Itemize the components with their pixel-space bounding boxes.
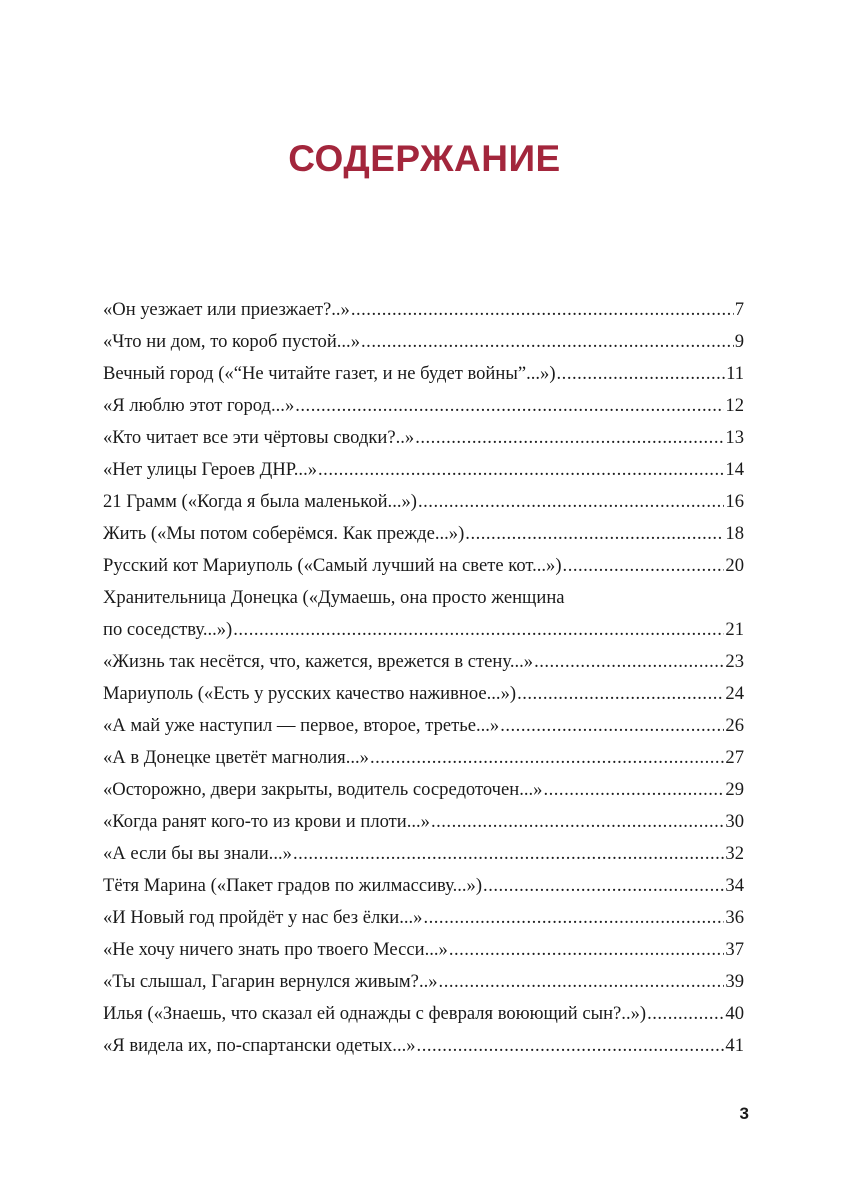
toc-entry-title: Мариуполь («Есть у русских качество наживное...») bbox=[103, 683, 517, 704]
dot-leader bbox=[465, 518, 724, 550]
toc-entry[interactable] bbox=[103, 614, 744, 646]
toc-entry-title: по соседству...») bbox=[103, 619, 233, 640]
dot-leader bbox=[370, 742, 724, 774]
toc-entry-page: 32 bbox=[725, 843, 744, 864]
toc-entry-page: 24 bbox=[725, 683, 744, 704]
toc-entry-page: 13 bbox=[725, 427, 744, 448]
dot-leader bbox=[647, 998, 724, 1030]
toc-entry-title: Русский кот Мариуполь («Самый лучший на свете кот...») bbox=[103, 555, 562, 576]
toc-entry-page: 27 bbox=[725, 747, 744, 768]
toc-entry-title: «Нет улицы Героев ДНР...» bbox=[103, 459, 318, 480]
toc-entry-page: 30 bbox=[725, 811, 744, 832]
toc-entry-title: «Жизнь так несётся, что, кажется, врежется в стену...» bbox=[103, 651, 534, 672]
toc-entry-title: «И Новый год пройдёт у нас без ёлки...» bbox=[103, 907, 423, 928]
toc-entry[interactable] bbox=[103, 358, 744, 390]
toc-entry[interactable] bbox=[103, 390, 744, 422]
toc-entry-title-line[interactable]: Хранительница Донецка («Думаешь, она просто женщина bbox=[103, 587, 565, 608]
toc-entry[interactable] bbox=[103, 294, 744, 326]
dot-leader bbox=[534, 646, 724, 678]
dot-leader bbox=[293, 838, 724, 870]
dot-leader bbox=[557, 358, 726, 390]
toc-entry[interactable] bbox=[103, 934, 744, 966]
toc-entry-title: «Осторожно, двери закрыты, водитель сосредоточен...» bbox=[103, 779, 543, 800]
toc-entry-title: Тётя Марина («Пакет градов по жилмассиву...») bbox=[103, 875, 483, 896]
toc-entry[interactable] bbox=[103, 838, 744, 870]
page-number: 3 bbox=[739, 1104, 749, 1123]
toc-entry-page: 16 bbox=[725, 491, 744, 512]
table-of-contents bbox=[103, 294, 744, 1062]
toc-entry-page: 12 bbox=[725, 395, 744, 416]
toc-entry[interactable] bbox=[103, 678, 744, 710]
toc-entry-page: 37 bbox=[725, 939, 744, 960]
toc-entry-title: «Я видела их, по-спартански одетых...» bbox=[103, 1035, 416, 1056]
dot-leader bbox=[483, 870, 724, 902]
toc-entry-page: 9 bbox=[734, 331, 744, 352]
toc-entry[interactable] bbox=[103, 774, 744, 806]
toc-entry-title: Вечный город («“Не читайте газет, и не будет войны”...») bbox=[103, 363, 556, 384]
toc-entry[interactable] bbox=[103, 326, 744, 358]
toc-entry[interactable] bbox=[103, 1030, 744, 1062]
toc-entry[interactable] bbox=[103, 998, 744, 1030]
toc-entry-title: «Я люблю этот город...» bbox=[103, 395, 295, 416]
toc-entry-page: 41 bbox=[725, 1035, 744, 1056]
dot-leader bbox=[431, 806, 724, 838]
toc-entry[interactable] bbox=[103, 486, 744, 518]
toc-entry-page: 29 bbox=[725, 779, 744, 800]
toc-entry-title: «А в Донецке цветёт магнолия...» bbox=[103, 747, 369, 768]
dot-leader bbox=[423, 902, 724, 934]
dot-leader bbox=[517, 678, 724, 710]
toc-entry-title: «Кто читает все эти чёртовы сводки?..» bbox=[103, 427, 415, 448]
toc-entry-page: 18 bbox=[725, 523, 744, 544]
toc-entry-title: «Когда ранят кого-то из крови и плоти...» bbox=[103, 811, 430, 832]
toc-entry-page: 26 bbox=[725, 715, 744, 736]
page-title: СОДЕРЖАНИЕ bbox=[288, 138, 561, 179]
dot-leader bbox=[563, 550, 725, 582]
dot-leader bbox=[233, 614, 724, 646]
toc-entry[interactable] bbox=[103, 742, 744, 774]
toc-entry[interactable] bbox=[103, 806, 744, 838]
toc-entry-title: «Что ни дом, то короб пустой...» bbox=[103, 331, 361, 352]
toc-entry-title: 21 Грамм («Когда я была маленькой...») bbox=[103, 491, 417, 512]
toc-entry-page: 36 bbox=[725, 907, 744, 928]
dot-leader bbox=[351, 294, 734, 326]
dot-leader bbox=[295, 390, 724, 422]
toc-entry[interactable] bbox=[103, 902, 744, 934]
toc-entry[interactable] bbox=[103, 710, 744, 742]
toc-entry-title: Илья («Знаешь, что сказал ей однажды с февраля воюющий сын?..») bbox=[103, 1003, 647, 1024]
toc-entry-title: «Не хочу ничего знать про твоего Месси...» bbox=[103, 939, 448, 960]
toc-entry-page: 34 bbox=[725, 875, 744, 896]
dot-leader bbox=[361, 326, 734, 358]
toc-entry[interactable] bbox=[103, 454, 744, 486]
toc-entry[interactable] bbox=[103, 966, 744, 998]
toc-entry-page: 40 bbox=[725, 1003, 744, 1024]
dot-leader bbox=[417, 1030, 725, 1062]
toc-entry-title: «А май уже наступил — первое, второе, третье...» bbox=[103, 715, 500, 736]
toc-entry-page: 39 bbox=[725, 971, 744, 992]
toc-entry-page: 14 bbox=[725, 459, 744, 480]
toc-entry-title: «А если бы вы знали...» bbox=[103, 843, 292, 864]
dot-leader bbox=[500, 710, 724, 742]
toc-entry-page: 7 bbox=[734, 299, 744, 320]
toc-entry[interactable] bbox=[103, 870, 744, 902]
toc-entry-title: Жить («Мы потом соберёмся. Как прежде...») bbox=[103, 523, 465, 544]
toc-entry[interactable] bbox=[103, 422, 744, 454]
toc-entry-page: 21 bbox=[725, 619, 744, 640]
toc-entry[interactable] bbox=[103, 518, 744, 550]
toc-entry-page: 23 bbox=[725, 651, 744, 672]
toc-entry-title: «Он уезжает или приезжает?..» bbox=[103, 299, 350, 320]
toc-entry-title: «Ты слышал, Гагарин вернулся живым?..» bbox=[103, 971, 438, 992]
toc-entry[interactable] bbox=[103, 550, 744, 582]
toc-entry-page: 11 bbox=[726, 363, 744, 384]
dot-leader bbox=[318, 454, 724, 486]
toc-entry[interactable] bbox=[103, 646, 744, 678]
dot-leader bbox=[439, 966, 725, 998]
dot-leader bbox=[449, 934, 725, 966]
dot-leader bbox=[418, 486, 724, 518]
dot-leader bbox=[543, 774, 724, 806]
toc-entry-page: 20 bbox=[725, 555, 744, 576]
dot-leader bbox=[415, 422, 724, 454]
